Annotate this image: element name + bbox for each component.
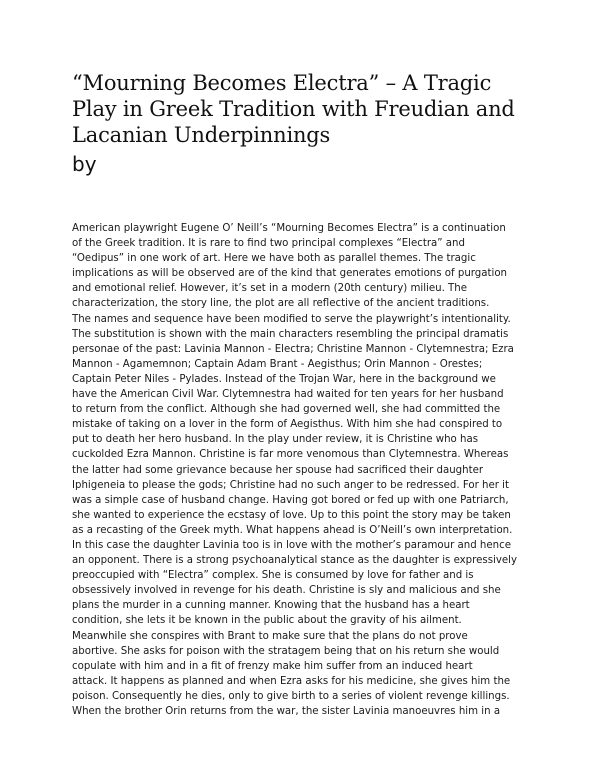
body-line: mistake of taking on a lover in the form of Aegisthus. With him she had conspired to [72,419,503,431]
body-line: copulate with him and in a fit of frenzy make him suffer from an induced heart [72,660,473,672]
document-byline: by [72,152,97,176]
body-line: she wanted to experience the ecstasy of love. Up to this point the story may be taken [72,509,511,521]
body-line: preoccupied with “Electra” complex. She is consumed by love for father and is [72,570,474,582]
body-line: abortive. She asks for poison with the stratagem being that on his return she would [72,645,500,657]
body-line: to return from the conflict. Although she had governed well, she had committed the [72,404,501,416]
body-line: poison. Consequently he dies, only to give birth to a series of violent revenge killings. [72,690,510,702]
body-line: of the Greek tradition. It is rare to find two principal complexes “Electra” and [72,238,465,250]
body-line: Captain Peter Niles - Pylades. Instead of the Trojan War, here in the background we [72,373,496,385]
body-line: “Oedipus” in one work of art. Here we have both as parallel themes. The tragic [72,253,476,265]
body-line: an opponent. There is a strong psychoanalytical stance as the daughter is expressively [72,555,517,567]
body-line: put to death her hero husband. In the play under review, it is Christine who has [72,434,479,446]
body-line: obsessively involved in revenge for his death. Christine is sly and malicious and she [72,585,501,597]
body-line: When the brother Orin returns from the war, the sister Lavinia manoeuvres him in a [72,706,501,717]
body-line: and emotional relief. However, it’s set in a modern (20th century) milieu. The [72,283,468,295]
body-line: attack. It happens as planned and when Ezra asks for his medicine, she gives him the [72,675,511,687]
body-line: The substitution is shown with the main characters resembling the principal dramatis [72,328,509,340]
body-line: plans the murder in a cunning manner. Knowing that the husband has a heart [72,600,470,612]
body-line: Mannon - Agamemnon; Captain Adam Brant - Aegisthus; Orin Mannon - Orestes; [72,358,483,370]
body-line: Iphigeneia to please the gods; Christine had no such anger to be redressed. For her it [72,479,509,491]
body-line: as a recasting of the Greek myth. What happens ahead is O’Neill’s own interpretation. [72,524,513,536]
body-line: American playwright Eugene O’ Neill’s “Mourning Becomes Electra” is a continuation [72,223,506,234]
body-line: implications as will be observed are of the kind that generates emotions of purgation [72,268,508,280]
body-line: personae of the past: Lavinia Mannon - Electra; Christine Mannon - Clytemnestra; Ezra [72,343,514,355]
document-body [72,221,530,719]
body-line: Meanwhile she conspires with Brant to make sure that the plans do not prove [72,630,468,642]
body-line: have the American Civil War. Clytemnestra had waited for ten years for her husband [72,389,504,401]
document-title: “Mourning Becomes Electra” – A Tragic Play in Greek Tradition with Freudian and Lacanian Underpinnings [72,71,515,147]
body-line: condition, she lets it be known in the public about the gravity of his ailment. [72,615,462,627]
body-line: cuckolded Ezra Mannon. Christine is far more venomous than Clytemnestra. Whereas [72,449,509,461]
body-line: the latter had some grievance because her spouse had sacrificed their daughter [72,464,484,476]
body-line: was a simple case of husband change. Having got bored or fed up with one Patriarch, [72,494,509,506]
body-line: The names and sequence have been modified to serve the playwright’s intentionality. [72,313,511,325]
body-line: In this case the daughter Lavinia too is in love with the mother’s paramour and hence [72,539,511,551]
body-line: characterization, the story line, the plot are all reflective of the ancient traditions. [72,298,490,310]
